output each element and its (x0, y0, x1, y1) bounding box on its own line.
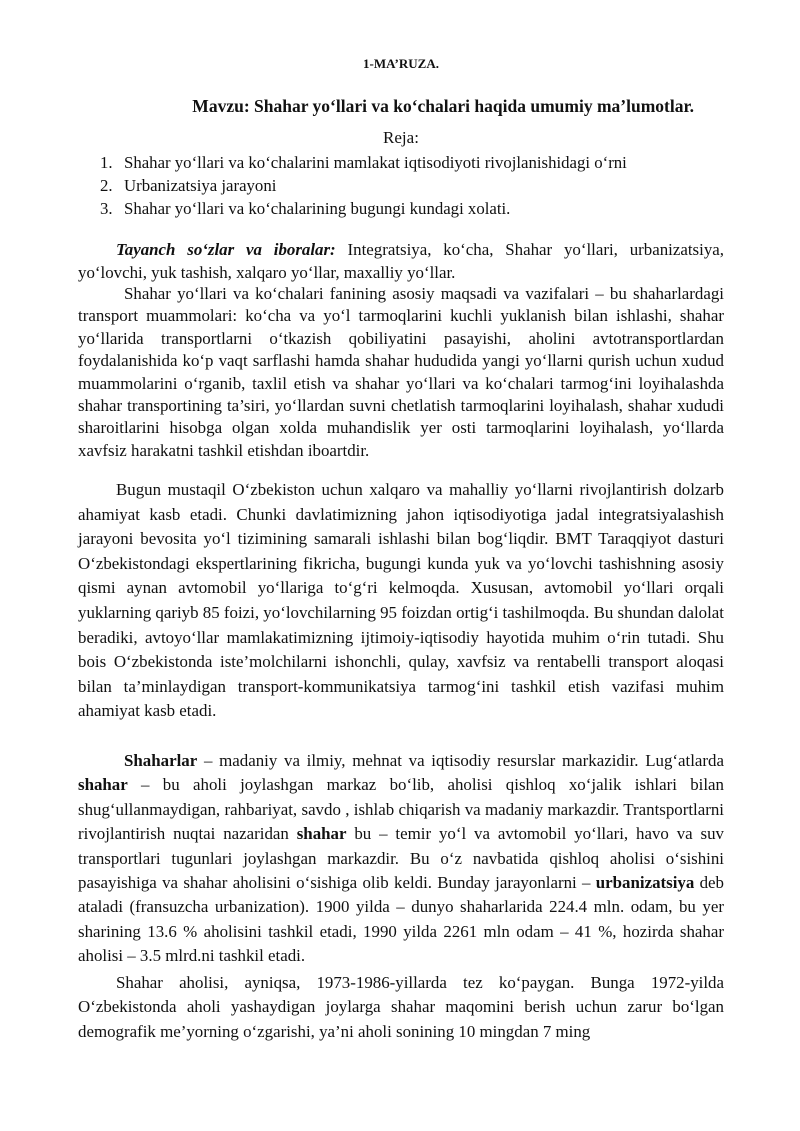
plan-item-text: Shahar yo‘llari va ko‘chalarini mamlakat iqtisodiyoti rivojlanishidagi o‘rni (124, 153, 627, 172)
term-urbanizatsiya: urbanizatsiya (595, 873, 695, 893)
keywords-text: Integratsiya, ko‘cha, Shahar yo‘llari, urbanizatsiya, yo‘lovchi, yuk tashish, xalqaro yo‘llar, maxalliy yo‘llar. (78, 240, 724, 282)
plan-item-number: 2. (100, 176, 113, 195)
term-shahar: shahar (78, 775, 128, 795)
body-paragraph-roads (78, 478, 724, 724)
body-paragraph-population (78, 971, 724, 1044)
paragraph-text: – bu aholi joylashgan markaz bo‘lib, aholisi qishloq xo‘jalik ishlari bilan shug‘ullanmaydigan, rahbariyat, savdo , ishlab chiqarish va madaniy markazdir. Trantsportlarni rivojlantirish nuqtai nazaridan (78, 775, 724, 844)
keywords-label: Tayanch so‘zlar va iboralar: (116, 240, 336, 259)
plan-item-text: Shahar yo‘llari va ko‘chalarining bugungi kundagi xolati. (124, 199, 511, 218)
paragraph-text: Shahar aholisi, ayniqsa, 1973-1986-yillarda tez ko‘paygan. Bunga 1972-yilda O‘zbekistonda aholi yashaydigan joylarga shahar maqomini berish uchun zarur bo‘lgan demografik me’yorning o‘zgarishi, ya’ni aholi sonining 10 mingdan 7 ming (78, 973, 724, 1041)
plan-item (78, 151, 724, 174)
term-shaharlar: Shaharlar (124, 751, 198, 770)
topic-title: Mavzu: Shahar yo‘llari va ko‘chalari haqida umumiy ma’lumotlar. (192, 96, 694, 116)
paragraph-text: bu – temir yo‘l va avtomobil yo‘llari, havo va suv transportlari tugunlari joylashgan markazdir. Bu o‘z navbatida qishloq aholisi o‘sishini pasayishiga va shahar aholisini o‘sishiga olib keldi. Bunday jarayonlarni – (78, 824, 724, 893)
body-paragraph-cities (78, 749, 724, 969)
plan-item-number: 3. (100, 199, 113, 218)
paragraph-text: Shahar yo‘llari va ko‘chalari fanining asosiy maqsadi va vazifalari – bu shaharlardagi transport muammolari: ko‘cha va yo‘l tarmoqlarini kuchli yuklanish bilan ishlashi, shahar yo‘llarida transportlarni o‘tkazish qobiliyatini pasayishi, aholini avtotransportlardan foydalanishida ko‘p vaqt sarflashi hamda shahar hududida yangi yo‘llarni qurish uchun xudud muammolarini o‘rganib, taxlil etish va shahar yo‘llari va ko‘chalari tarmog‘ini loyihalashda shahar transportining ta’siri, yo‘llardan suvni chetlatish tarmoqlarini loyihalash, shahar xududi sharoitlarini hisobga olgan xolda muhandislik yer osti tarmoqlarini loyihalash, yo‘llarda xavfsiz harakatni tashkil etishdan iboartdir. (78, 284, 724, 460)
plan-item (78, 197, 724, 220)
term-shahar: shahar (296, 824, 347, 844)
body-paragraph-goals (78, 283, 724, 462)
paragraph-text: Bugun mustaqil O‘zbekiston uchun xalqaro va mahalliy yo‘llarni rivojlantirish dolzarb ahamiyat kasb etadi. Chunki davlatimizning jahon iqtisodiyotiga jadal integratsiyalashish jarayoni bevosita yo‘l tizimining samarali ishlashi bilan bog‘liqdir. BMT Taraqqiyot dasturi O‘zbekistondagi ekspertlarining fikricha, bugungi kunda yuk va yo‘lovchi tashishning asosiy qismi aynan avtomobil yo‘llariga to‘g‘ri kelmoqda. Xususan, avtomobil yo‘llari orqali yuklarning qariyb 85 foizi, yo‘lovchilarning 95 foizdan ortig‘i tashilmoqda. Bu shundan dalolat beradiki, avtoyo‘llar mamlakatimizning ijtimoiy-iqtisodiy hayotida muhim o‘rin tutadi. Shu bois O‘zbekistonda iste’molchilarni ishonchli, qulay, xavfsiz va rentabelli transport aloqasi bilan ta’minlaydigan transport-kommunikatsiya tarmog‘ini tashkil etish vazifasi muhim ahamiyat kasb etadi. (78, 480, 724, 721)
paragraph-text: deb ataladi (fransuzcha urbanization). 1900 yilda – dunyo shaharlarida 224.4 mln. odam, bu yer sharining 13.6 % aholisini tashkil etadi, 1990 yilda 2261 mln odam – 41 %, hozirda shahar aholisi – 3.5 mlrd.ni tashkil etadi. (78, 873, 724, 966)
lecture-number: 1-MA’RUZA. (363, 56, 439, 71)
plan-list (78, 151, 724, 220)
plan-title: Reja: (383, 128, 419, 147)
keywords-paragraph (78, 238, 724, 284)
plan-item-number: 1. (100, 153, 113, 172)
plan-item-text: Urbanizatsiya jarayoni (124, 176, 277, 195)
plan-item (78, 174, 724, 197)
paragraph-text: – madaniy va ilmiy, mehnat va iqtisodiy resurslar markazidir. Lug‘atlarda (197, 751, 724, 770)
